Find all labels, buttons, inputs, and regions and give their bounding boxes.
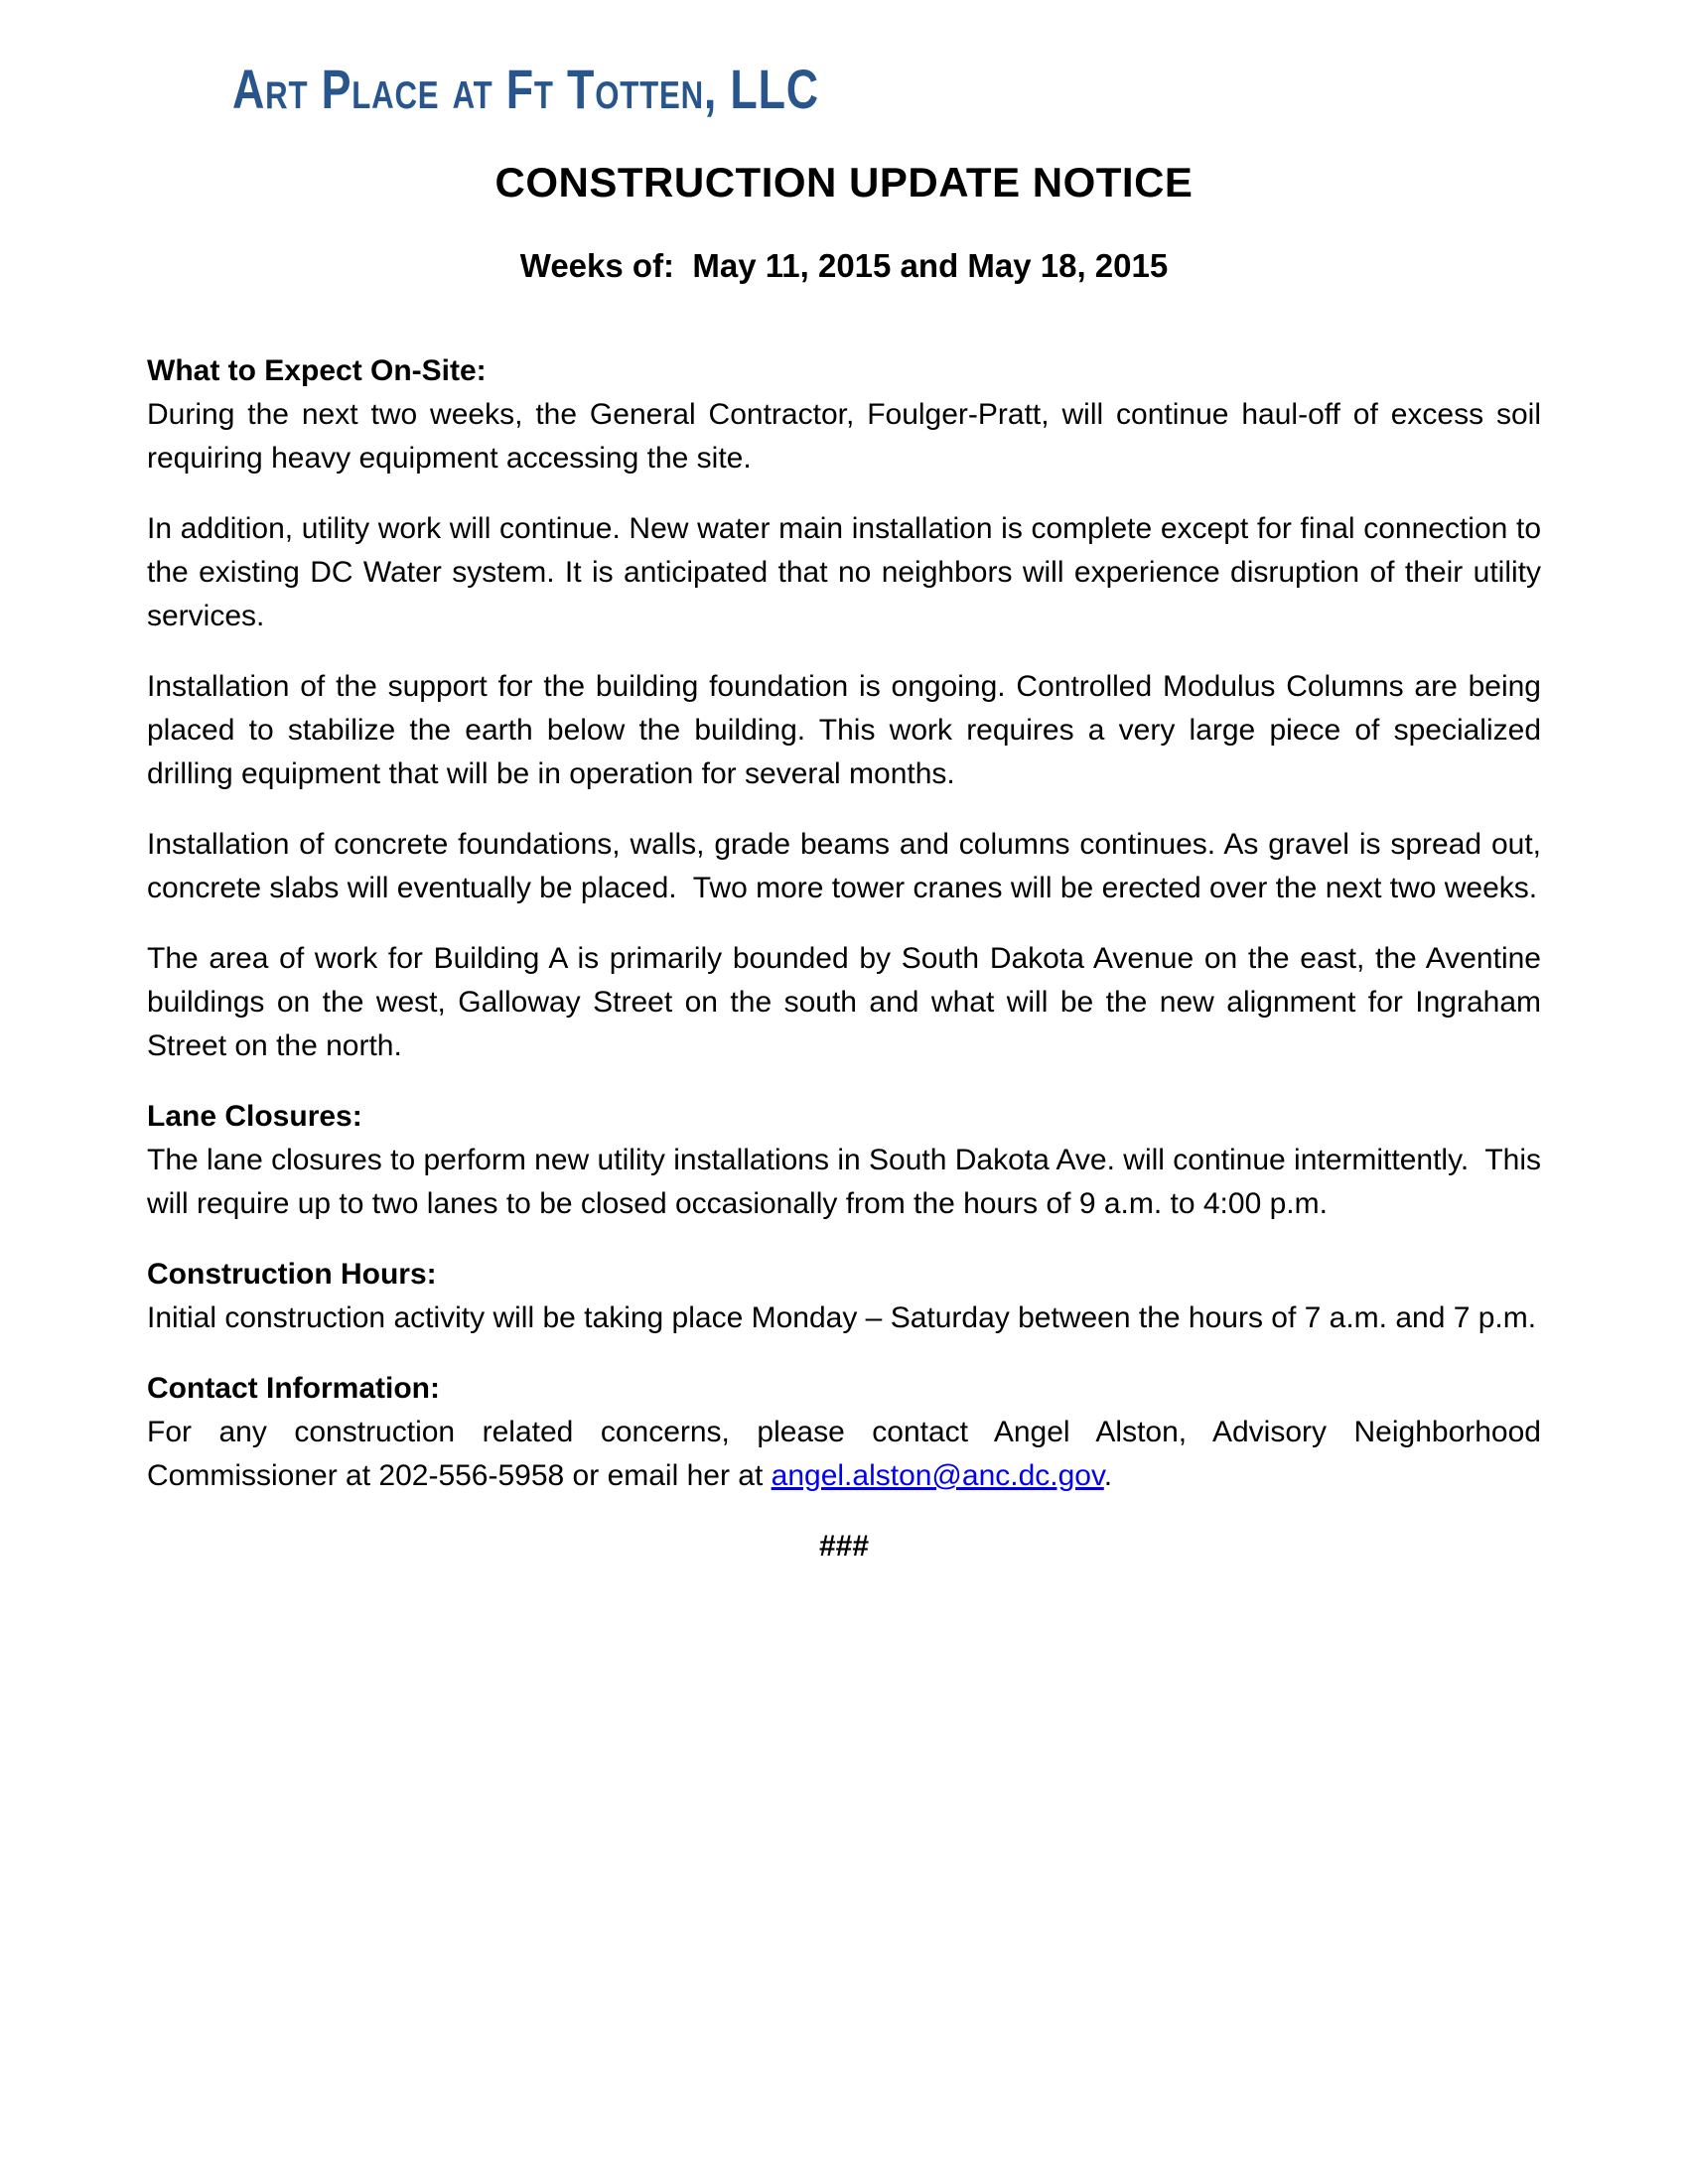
- end-of-notice-mark: ###: [818, 1530, 870, 1563]
- section-heading: Construction Hours:: [147, 1258, 437, 1291]
- section-what-to-expect: [147, 349, 1541, 1068]
- document-header: [147, 58, 1541, 286]
- section-lane-closures: [147, 1095, 1541, 1226]
- company-logo: Art Place at Ft Totten, LLC: [232, 58, 819, 120]
- section-heading: Contact Information:: [147, 1372, 440, 1405]
- paragraph: The lane closures to perform new utility installations in South Dakota Ave. will continue intermittently. This will require up to two lanes to be closed occasionally from the hours of 9 a.m. to 4:00 p.m.: [147, 1144, 1542, 1220]
- section-contact-information: [147, 1367, 1541, 1498]
- paragraph: The area of work for Building A is primarily bounded by South Dakota Avenue on the east, the Aventine buildings on the west, Galloway Street on the south and what will be the new alignment for Ingraham Street on the north.: [147, 942, 1541, 1062]
- email-link[interactable]: angel.alston@anc.dc.gov: [771, 1459, 1104, 1492]
- paragraph: Installation of concrete foundations, walls, grade beams and columns continues. As gravel is spread out, concrete slabs will eventually be placed. Two more tower cranes will be erected over the next two weeks.: [147, 828, 1541, 904]
- contact-text: For any construction related concerns, please contact Angel Alston, Advisory Neighborhood Commissioner at 202-556-5958 or email her at: [147, 1416, 1541, 1492]
- date-line: Weeks of: May 11, 2015 and May 18, 2015: [519, 247, 1169, 284]
- section-construction-hours: [147, 1253, 1541, 1340]
- section-heading: What to Expect On-Site:: [147, 354, 487, 387]
- contact-text-period: .: [1103, 1459, 1113, 1492]
- contact-paragraph: [147, 1411, 1541, 1498]
- paragraph: In addition, utility work will continue. New water main installation is complete except for final connection to the existing DC Water system. It is anticipated that no neighbors will experience disruption of their utility services.: [147, 512, 1541, 632]
- paragraph: During the next two weeks, the General Contractor, Foulger-Pratt, will continue haul-off of excess soil requiring heavy equipment accessing the site.: [147, 398, 1541, 475]
- page-title: CONSTRUCTION UPDATE NOTICE: [494, 159, 1194, 205]
- section-heading: Lane Closures:: [147, 1100, 362, 1133]
- paragraph: Installation of the support for the building foundation is ongoing. Controlled Modulus Columns are being placed to stabilize the earth below the building. This work requires a very large piece of specialized drilling equipment that will be in operation for several months.: [147, 670, 1541, 790]
- paragraph: Initial construction activity will be taking place Monday – Saturday between the hours of 7 a.m. and 7 p.m.: [147, 1301, 1537, 1334]
- document-body: [147, 349, 1541, 1569]
